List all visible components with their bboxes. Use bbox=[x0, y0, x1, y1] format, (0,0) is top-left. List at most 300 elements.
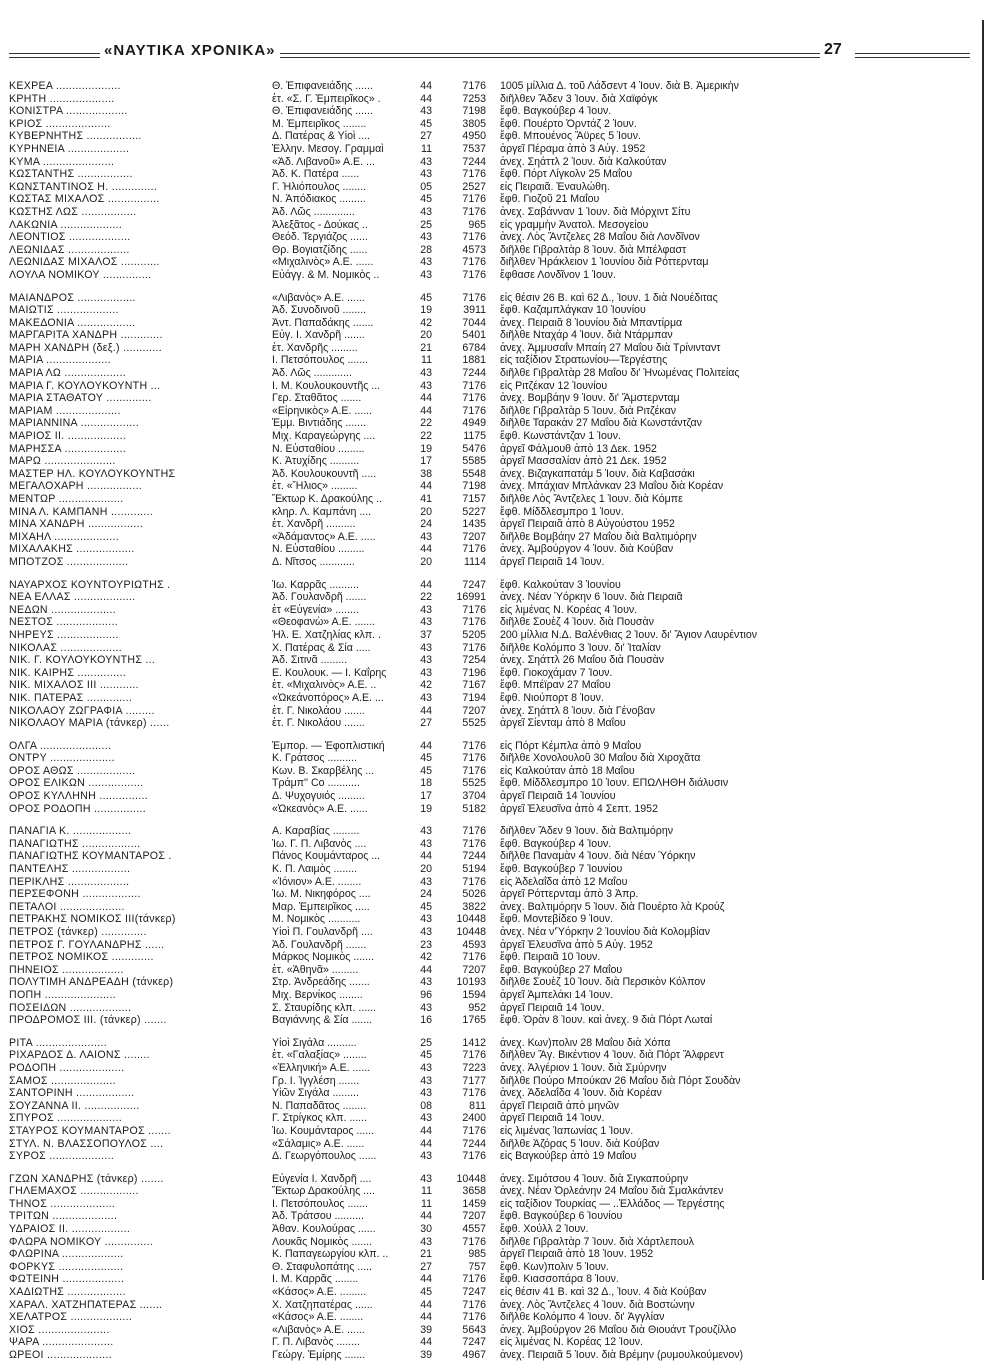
table-row bbox=[0, 926, 1000, 939]
owner-name: Ι. Μ. Καρρᾶς ........ bbox=[272, 1273, 359, 1286]
table-row bbox=[0, 1336, 1000, 1349]
position-report: ἔφθ. Βαγκούβερ 4 Ἰουν. bbox=[500, 837, 612, 850]
ship-name: ΝΕΔΩΝ .................... bbox=[9, 603, 116, 616]
position-report: διῆλθε Γιβραλτὰρ 28 Μαΐου δι' Ἡνωμένας Πολιτείας bbox=[500, 367, 740, 380]
owner-name: Μ. Ἐμπειρῖκος ........ bbox=[272, 117, 367, 130]
tonnage: 5205 bbox=[462, 628, 486, 641]
position-report: ἀργεῖ Πειραιᾶ ἀπὸ μηνῶν bbox=[500, 1099, 619, 1112]
flag-code: 44 bbox=[420, 1210, 432, 1223]
journal-title: «ΝΑΥΤΙΚΑ ΧΡΟΝΙΚΑ» bbox=[100, 42, 280, 59]
position-report: ἀνεχ. Σαβάνναν 1 Ἰουν. διὰ Μόρχιντ Σίτυ bbox=[500, 205, 691, 218]
position-report: διῆλθεν Ἄδεν 3 Ἰουν. διὰ Χαϊφόγκ bbox=[500, 92, 658, 105]
table-row bbox=[0, 480, 1000, 493]
owner-name: Μάρκος Νομικὸς ....... bbox=[272, 951, 374, 964]
flag-code: 05 bbox=[420, 180, 432, 193]
flag-code: 44 bbox=[420, 1137, 432, 1150]
flag-code: 28 bbox=[420, 243, 432, 256]
position-report: διῆλθε Γιβραλτὰρ 5 Ἰουν. διὰ Ριτζέκαν bbox=[500, 404, 676, 417]
flag-code: 19 bbox=[420, 304, 432, 317]
owner-name: Ἕκτωρ Δρακούλης .... bbox=[272, 1185, 375, 1198]
flag-code: 45 bbox=[420, 1049, 432, 1062]
tonnage: 7207 bbox=[462, 530, 486, 543]
owner-name: Ν. Εὐσταθίου ......... bbox=[272, 442, 365, 455]
table-row bbox=[0, 629, 1000, 642]
position-report: ἀργεῖ Πέραμα ἀπὸ 3 Αὐγ. 1952 bbox=[500, 142, 646, 155]
ship-name: ΛΕΟΝΤΙΟΣ ................... bbox=[9, 231, 131, 244]
table-row bbox=[0, 105, 1000, 118]
flag-code: 21 bbox=[420, 1248, 432, 1261]
position-report: ἔφθ. Νιούπορτ 8 Ἰουν. bbox=[500, 691, 604, 704]
flag-code: 43 bbox=[420, 691, 432, 704]
owner-name: Ἐμπορ. — Ἐφοπλιστική bbox=[272, 739, 385, 752]
owner-name: Ἀδ. Κουλουκουντῆ ..... bbox=[272, 467, 377, 480]
tonnage: 7176 bbox=[462, 641, 486, 654]
flag-code: 44 bbox=[420, 1273, 432, 1286]
owner-name: Χ. Πατέρας & Σία ..... bbox=[272, 641, 371, 654]
ship-name: ΝΙΚ. ΠΑΤΕΡΑΣ .............. bbox=[9, 691, 133, 704]
tonnage: 10448 bbox=[456, 913, 486, 926]
table-row bbox=[0, 1150, 1000, 1163]
tonnage: 7176 bbox=[462, 603, 486, 616]
table-row bbox=[0, 790, 1000, 803]
owner-name: Ἀδ. Συνοδινοῦ ........ bbox=[272, 304, 367, 317]
position-report: διῆλθεν Ἠράκλειον 1 Ἰουνίου διὰ Ρόττερνταμ bbox=[500, 256, 709, 269]
position-report: ἔφθ. Γιοκοχάμαν 7 Ἰουν. bbox=[500, 666, 613, 679]
flag-code: 22 bbox=[420, 430, 432, 443]
flag-code: 27 bbox=[420, 1260, 432, 1273]
owner-name: Ἑλλην. Μεσογ. Γραμμαὶ bbox=[272, 142, 384, 155]
tonnage: 5548 bbox=[462, 467, 486, 480]
position-report: ἔφθ. Κωνστάντζαν 1 Ἰουν. bbox=[500, 430, 621, 443]
tonnage: 3658 bbox=[462, 1185, 486, 1198]
table-row bbox=[0, 493, 1000, 506]
position-report: διῆλθε Ταρακὰν 27 Μαΐου διὰ Κωνστάντζαν bbox=[500, 417, 702, 430]
position-report: ἀνεχ. Βομβάην 9 Ἰουν. δι' Ἄμστερνταμ bbox=[500, 392, 680, 405]
table-row bbox=[0, 1349, 1000, 1362]
tonnage: 4949 bbox=[462, 417, 486, 430]
position-report: εἰς ταξίδιον Τουρκίας — ..Ἑλλάδος — Τεργέστης bbox=[500, 1197, 725, 1210]
ship-name: ΜΑΡΙΑ Γ. ΚΟΥΛΟΥΚΟΥΝΤΗ ... bbox=[9, 379, 161, 392]
table-row bbox=[0, 219, 1000, 232]
table-row bbox=[0, 193, 1000, 206]
ship-name: ΠΕΡΙΚΛΗΣ ................... bbox=[9, 875, 130, 888]
ship-name: ΜΑΡΓΑΡΙΤΑ ΧΑΝΔΡΗ ............. bbox=[9, 329, 163, 342]
tonnage: 7176 bbox=[462, 825, 486, 838]
flag-code: 20 bbox=[420, 505, 432, 518]
flag-code: 43 bbox=[420, 379, 432, 392]
flag-code: 43 bbox=[420, 105, 432, 118]
tonnage: 7176 bbox=[462, 1087, 486, 1100]
table-row bbox=[0, 1311, 1000, 1324]
tonnage: 6784 bbox=[462, 341, 486, 354]
ship-name: ΠΟΣΕΙΔΩΝ ................... bbox=[9, 1001, 132, 1014]
owner-name: Ἰω. Γ. Π. Λιβανὸς .... bbox=[272, 837, 367, 850]
position-report: διῆλθε Παναμὰν 4 Ἰουν. διὰ Νέαν Ὑόρκην bbox=[500, 850, 696, 863]
table-row bbox=[0, 1014, 1000, 1027]
flag-code: 43 bbox=[420, 1061, 432, 1074]
flag-code: 17 bbox=[420, 790, 432, 803]
flag-code: 25 bbox=[420, 218, 432, 231]
position-report: ἀργεῖ Πειραιᾶ 14 Ἰουν. bbox=[500, 1112, 605, 1125]
flag-code: 43 bbox=[420, 1150, 432, 1163]
ship-name: ΠΕΤΡΟΣ (τάνκερ) .............. bbox=[9, 926, 147, 938]
owner-name: Ἰω. Μ. Νικηφόρος .... bbox=[272, 888, 371, 901]
owner-name: Ι. Μ. Κουλουκουντῆς ... bbox=[272, 379, 381, 392]
position-report: ἀργεῖ Ἀμπελάκι 14 Ἰουν. bbox=[500, 988, 614, 1001]
flag-code: 16 bbox=[420, 1014, 432, 1027]
ship-name: ΣΑΜΟΣ .................... bbox=[9, 1074, 116, 1087]
flag-code: 43 bbox=[420, 155, 432, 168]
owner-name: ἐτ. «Ἥλιος» ......... bbox=[272, 480, 358, 493]
tonnage: 7244 bbox=[462, 367, 486, 380]
position-report: διῆλθε Σουὲζ 10 Ἰουν. διὰ Περσικὸν Κόλπον bbox=[500, 976, 706, 989]
position-report: εἰς Πειραιᾶ. Ἐναυλώθη. bbox=[500, 180, 610, 193]
ship-name: ΟΡΟΣ ΑΘΩΣ .................. bbox=[9, 764, 136, 777]
flag-code: 19 bbox=[420, 802, 432, 815]
position-report: διῆλθε Πούρο Μπούκαν 26 Μαΐου διὰ Πόρτ Σουδὰν bbox=[500, 1074, 741, 1087]
owner-name: Ἀδ. Λῶς .............. bbox=[272, 205, 355, 218]
owner-name: Ἕκτωρ Κ. Δρακούλης .. bbox=[272, 493, 382, 505]
table-row bbox=[0, 1173, 1000, 1186]
header-rule-right bbox=[855, 53, 970, 54]
ship-name: ΝΗΡΕΥΣ ................... bbox=[9, 628, 119, 641]
owner-name: «Ἀδάμαντος» Α.Ε. ..... bbox=[272, 530, 376, 543]
flag-code: 43 bbox=[420, 1235, 432, 1248]
tonnage: 7176 bbox=[462, 616, 486, 629]
position-report: ἔφθ. Πόρτ Λίγκολν 25 Μαΐου bbox=[500, 168, 633, 181]
table-row bbox=[0, 863, 1000, 876]
table-row bbox=[0, 1125, 1000, 1138]
table-row bbox=[0, 876, 1000, 889]
flag-code: 41 bbox=[420, 493, 432, 505]
table-row bbox=[0, 692, 1000, 705]
position-report: εἰς Ἀδελαΐδα ἀπὸ 12 Μαΐου bbox=[500, 875, 628, 888]
ship-name: ΜΠΟΤΖΟΣ ................... bbox=[9, 555, 129, 568]
position-report: ἀνεχ. Βιζαγκαπατάμ 5 Ἰουν. διὰ Καβασάκι bbox=[500, 467, 695, 480]
flag-code: 43 bbox=[420, 641, 432, 654]
tonnage: 7196 bbox=[462, 666, 486, 679]
tonnage: 3911 bbox=[463, 304, 486, 317]
tonnage: 7194 bbox=[462, 691, 486, 704]
ship-name: ΠΑΝΑΓΙΑ Κ. .................. bbox=[9, 825, 132, 838]
flag-code: 43 bbox=[420, 1074, 432, 1087]
flag-code: 19 bbox=[420, 442, 432, 455]
ship-name: ΠΗΝΕΙΟΣ ................... bbox=[9, 963, 124, 976]
ship-group bbox=[0, 1037, 1000, 1163]
position-report: ἀνεχ. Νέαν Ὀρλεάνην 24 Μαΐου διὰ Σμαλκάντεν bbox=[500, 1185, 724, 1198]
owner-name: Εὐγ. Ι. Χανδρῆ ....... bbox=[272, 329, 365, 342]
position-report: 1005 μίλλια Δ. τοῦ Λάδσεντ 4 Ἰουν. διὰ Β. Ἀμερικὴν bbox=[500, 80, 739, 92]
tonnage: 7176 bbox=[462, 837, 486, 850]
ship-name: ΚΩΣΤΗΣ ΛΩΣ ................. bbox=[9, 205, 137, 218]
position-report: ἀργεῖ Ρόττερνταμ ἀπὸ 3 Ἀπρ. bbox=[500, 888, 639, 901]
ship-name: ΝΙΚΟΛΑΟΥ ΜΑΡΙΑ (τάνκερ) ...... bbox=[9, 717, 170, 730]
flag-code: 44 bbox=[420, 1298, 432, 1311]
table-row bbox=[0, 1138, 1000, 1151]
table-row bbox=[0, 531, 1000, 544]
ship-name: ΠΕΤΡΟΣ Γ. ΓΟΥΛΑΝΔΡΗΣ ...... bbox=[9, 938, 165, 951]
tonnage: 757 bbox=[468, 1260, 486, 1273]
ship-name: ΩΡΕΟΙ .................... bbox=[9, 1349, 112, 1361]
table-row bbox=[0, 1236, 1000, 1249]
tonnage: 985 bbox=[468, 1248, 486, 1261]
position-report: ἀνεχ. Νέα ν'Ὑόρκην 2 Ἰουνίου διὰ Κολομβίαν bbox=[500, 926, 711, 938]
owner-name: Κ. Παπαγεωργίου κλπ. .. bbox=[272, 1248, 389, 1261]
position-report: ἀνεχ. Ἀλγέριον 1 Ἰουν. διὰ Σμύρνην bbox=[500, 1061, 667, 1074]
flag-code: 45 bbox=[420, 193, 432, 206]
page-number: 27 bbox=[820, 41, 846, 59]
tonnage: 1881 bbox=[462, 354, 486, 367]
ship-name: ΡΙΧΑΡΔΟΣ Δ. ΛΑΙΟΝΣ ........ bbox=[9, 1049, 150, 1062]
owner-name: «Σάλαμις» Α.Ε. ...... bbox=[272, 1137, 365, 1150]
owner-name: Υἱοὶ Σιγάλα .......... bbox=[272, 1036, 357, 1049]
position-report: ἔφθ. Μπουένος Ἄϋρες 5 Ἰουν. bbox=[500, 130, 641, 143]
ship-name: ΤΗΝΟΣ .................... bbox=[9, 1197, 116, 1210]
ship-name: ΠΕΤΡΟΣ ΝΟΜΙΚΟΣ ............. bbox=[9, 951, 154, 964]
position-report: διῆλθε Κολόμπο 3 Ἰουν. δι' Ἰταλίαν bbox=[500, 641, 661, 654]
flag-code: 44 bbox=[420, 404, 432, 417]
position-report: ἀνεχ. Ἀμμυσαΐν Μπαίη 27 Μαΐου διὰ Τρίνινταντ bbox=[500, 341, 721, 354]
ship-name: ΜΑΡΙΑ .................... bbox=[9, 354, 111, 367]
table-row bbox=[0, 1087, 1000, 1100]
tonnage: 7253 bbox=[462, 92, 486, 105]
position-report: ἀνεχ. Σηάττλ 8 Ἰουν. διὰ Γένοβαν bbox=[500, 704, 656, 717]
table-row bbox=[0, 342, 1000, 355]
ship-name: ΣΤΥΛ. Ν. ΒΛΑΣΣΟΠΟΥΛΟΣ .... bbox=[9, 1137, 164, 1150]
owner-name: Σ. Σταυρίδης κλπ. ...... bbox=[272, 1001, 377, 1014]
owner-name: «Λιβανὸς» Α.Ε. ...... bbox=[272, 1323, 365, 1336]
owner-name: Ἠλ. Ε. Χατζηλίας κλπ. . bbox=[272, 628, 381, 641]
flag-code: 42 bbox=[420, 316, 432, 329]
owner-name: Γ. Π. Λιβανὸς ........ bbox=[272, 1336, 360, 1349]
table-row bbox=[0, 430, 1000, 443]
tonnage: 7176 bbox=[462, 193, 486, 206]
ship-name: ΟΡΟΣ ΡΟΔΟΠΗ ................ bbox=[9, 802, 146, 815]
position-report: ἀνεχ. Μπάχιαν Μπλάνκαν 23 Μαΐου διὰ Κορέαν bbox=[500, 480, 724, 493]
flag-code: 45 bbox=[420, 752, 432, 765]
header-rule-right-2 bbox=[855, 57, 970, 58]
ship-name: ΜΑΡΙΟΣ ΙΙ. .................. bbox=[9, 430, 127, 443]
position-report: 200 μίλλια Ν.Δ. Βαλένθιας 2 Ἰουν. δι' Ἅγιον Λαυρέντιον bbox=[500, 628, 758, 641]
table-row bbox=[0, 976, 1000, 989]
owner-name: κληρ. Λ. Καμπάνη .... bbox=[272, 505, 372, 518]
ship-name: ΚΩΣΤΑΣ ΜΙΧΑΛΟΣ ................ bbox=[9, 193, 160, 206]
table-row bbox=[0, 367, 1000, 380]
owner-name: ἐτ «Εὐγενία» ........ bbox=[272, 603, 359, 616]
table-row bbox=[0, 93, 1000, 106]
ship-name: ΜΑΡΗ ΧΑΝΔΡΗ (δεξ.) ............ bbox=[9, 341, 162, 354]
owner-name: Κων. Β. Σκαρβέλης ... bbox=[272, 764, 375, 777]
owner-name: Λουκᾶς Νομικὸς ....... bbox=[272, 1235, 373, 1248]
ship-name: ΠΑΝΑΓΙΩΤΗΣ .................. bbox=[9, 837, 141, 850]
position-report: ἔφθ. Χούλλ 2 Ἰουν. bbox=[500, 1223, 589, 1236]
table-row bbox=[0, 181, 1000, 194]
table-row bbox=[0, 118, 1000, 131]
owner-name: «Ἀδ. Λιβανοῦ» Α.Ε. ... bbox=[272, 155, 375, 168]
flag-code: 44 bbox=[420, 480, 432, 493]
position-report: ἔφθ. Βαγκούβερ 27 Μαΐου bbox=[500, 963, 623, 976]
flag-code: 44 bbox=[420, 1336, 432, 1349]
ship-name: ΝΙΚ. ΚΑΙΡΗΣ ............... bbox=[9, 666, 127, 679]
tonnage: 7207 bbox=[462, 963, 486, 976]
position-report: ἀνεχ. Νέαν Ὑόρκην 6 Ἰουν. διὰ Πειραιᾶ bbox=[500, 591, 683, 604]
header-rule-left-2 bbox=[9, 57, 101, 58]
flag-code: 43 bbox=[420, 926, 432, 938]
owner-name: Θ. Σταφυλοπάτης ..... bbox=[272, 1260, 372, 1273]
tonnage: 7176 bbox=[462, 1124, 486, 1137]
owner-name: Εὐγενία Ι. Χανδρῆ .... bbox=[272, 1172, 372, 1185]
ship-group bbox=[0, 825, 1000, 1027]
owner-name: Μιχ. Καραγεώργης .... bbox=[272, 430, 376, 443]
position-report: ἀργεῖ Πειραιᾶ ἀπὸ 8 Αὐγούστου 1952 bbox=[500, 518, 675, 531]
flag-code: 25 bbox=[420, 1036, 432, 1049]
table-row bbox=[0, 556, 1000, 569]
owner-name: Ἀδ. Γουλανδρῆ ....... bbox=[272, 938, 367, 951]
tonnage: 5026 bbox=[462, 888, 486, 901]
ship-name: ΣΑΝΤΟΡΙΝΗ .................. bbox=[9, 1087, 135, 1100]
ship-name: ΠΟΛΥΤΙΜΗ ΑΝΔΡΕΑΔΗ (τάνκερ) bbox=[9, 976, 174, 989]
position-report: ἔφθ. Κων)πολιν 5 Ἰουν. bbox=[500, 1260, 609, 1273]
table-row bbox=[0, 654, 1000, 667]
position-report: ἀνεχ. Πειραιᾶ 8 Ἰουνίου διὰ Μπαντίρμα bbox=[500, 316, 683, 329]
ship-name: ΜΕΓΑΛΟΧΑΡΗ ................. bbox=[9, 480, 143, 493]
header-rule-middle bbox=[250, 53, 820, 54]
table-row bbox=[0, 838, 1000, 851]
ship-name: ΛΕΩΝΙΔΑΣ ΜΙΧΑΛΟΣ ............ bbox=[9, 256, 160, 269]
position-report: ἔφθ. Μοντεβίδεο 9 Ἰουν. bbox=[500, 913, 613, 926]
tonnage: 7247 bbox=[462, 1286, 486, 1299]
header-rule-left bbox=[9, 53, 101, 54]
tonnage: 5476 bbox=[462, 442, 486, 455]
position-report: εἰς λιμένας Ν. Κορέας 12 Ἰουν. bbox=[500, 1336, 643, 1349]
ship-name: ΧΑΡΑΛ. ΧΑΤΖΗΠΑΤΕΡΑΣ ....... bbox=[9, 1298, 163, 1311]
position-report: διῆλθε Κολόμπο 4 Ἰουν. δι' Ἀγγλίαν bbox=[500, 1311, 665, 1324]
owner-name: ἐτ. «Γαλαξίας» ........ bbox=[272, 1049, 367, 1062]
owner-name: Γρ. Ι. Ἰγγλέση ....... bbox=[272, 1074, 360, 1087]
table-row bbox=[0, 825, 1000, 838]
position-report: ἔφθασε Λονδῖνον 1 Ἰουν. bbox=[500, 268, 616, 281]
tonnage: 1114 bbox=[464, 555, 486, 568]
owner-name: ἐτ. «Μιχαλινὸς» Α.Ε. .. bbox=[272, 679, 377, 692]
table-row bbox=[0, 1261, 1000, 1274]
tonnage: 7177 bbox=[462, 1074, 486, 1087]
position-report: εἰς Βαγκούβερ ἀπὸ 19 Μαΐου bbox=[500, 1150, 637, 1163]
table-row bbox=[0, 939, 1000, 952]
tonnage: 7176 bbox=[462, 543, 486, 556]
tonnage: 1175 bbox=[463, 430, 486, 443]
position-report: ἀργεῖ Πειραιᾶ 14 Ἰουνίου bbox=[500, 790, 616, 803]
flag-code: 43 bbox=[420, 913, 432, 926]
position-report: ἔφθ. Βαγκούβερ 7 Ἰουνίου bbox=[500, 863, 623, 876]
flag-code: 20 bbox=[420, 329, 432, 342]
position-report: ἀργεῖ Πειραιᾶ ἀπὸ 18 Ἰουν. 1952 bbox=[500, 1248, 654, 1261]
owner-name: Πάνος Κουμάνταρος ... bbox=[272, 850, 381, 863]
owner-name: Ε. Κουλουκ. — Ι. Καΐρης bbox=[272, 666, 387, 679]
flag-code: 44 bbox=[420, 543, 432, 556]
owner-name: Δ. Γεωργόπουλος ...... bbox=[272, 1150, 377, 1163]
ship-name: ΝΙΚΟΛΑΟΥ ΖΩΓΡΑΦΙΑ ......... bbox=[9, 704, 155, 717]
position-report: ἀνεχ. Ἀμβούργον 4 Ἰουν. διὰ Κούβαν bbox=[500, 543, 674, 556]
ship-name: ΜΑΡΩ ...................... bbox=[9, 455, 116, 468]
ship-name: ΟΡΟΣ ΕΛΙΚΩΝ ................. bbox=[9, 777, 144, 790]
table-row bbox=[0, 591, 1000, 604]
owner-name: Δ. Πατέρας & Υἱοὶ .... bbox=[272, 130, 371, 143]
position-report: ἔφθ. Βαγκούβερ 4 Ἰουν. bbox=[500, 105, 612, 118]
ship-name: ΚΕΧΡΕΑ .................... bbox=[9, 80, 121, 92]
tonnage: 7176 bbox=[462, 739, 486, 752]
flag-code: 22 bbox=[420, 417, 432, 430]
tonnage: 4557 bbox=[462, 1223, 486, 1236]
table-row bbox=[0, 1299, 1000, 1312]
table-row bbox=[0, 803, 1000, 816]
tonnage: 5585 bbox=[462, 455, 486, 468]
ship-name: ΚΟΝΙΣΤΡΑ ................... bbox=[9, 105, 128, 118]
table-row bbox=[0, 168, 1000, 181]
ship-name: ΦΟΡΚΥΣ .................... bbox=[9, 1260, 124, 1273]
ship-name: ΜΑΣΤΕΡ ΗΛ. ΚΟΥΛΟΥΚΟΥΝΤΗΣ bbox=[9, 467, 176, 480]
owner-name: «Ἑλληνική» Α.Ε. ...... bbox=[272, 1061, 371, 1074]
ship-name: ΟΛΓΑ ...................... bbox=[9, 739, 112, 752]
tonnage: 7176 bbox=[462, 1298, 486, 1311]
table-row bbox=[0, 1100, 1000, 1113]
position-report: ἔφθ. Καζαμπλάγκαν 10 Ἰουνίου bbox=[500, 304, 646, 317]
owner-name: Θεόδ. Τεργιάζος ...... bbox=[272, 231, 368, 244]
table-row bbox=[0, 143, 1000, 156]
ship-group bbox=[0, 579, 1000, 730]
owner-name: Ι. Πετσόπουλος ....... bbox=[272, 1197, 369, 1210]
tonnage: 3805 bbox=[462, 117, 486, 130]
table-row bbox=[0, 705, 1000, 718]
ship-name: ΦΛΩΡΙΝΑ ................... bbox=[9, 1248, 124, 1261]
tonnage: 5401 bbox=[462, 329, 486, 342]
ship-name: ΚΩΣΤΑΝΤΗΣ ................. bbox=[9, 168, 133, 181]
flag-code: 23 bbox=[420, 938, 432, 951]
table-row bbox=[0, 405, 1000, 418]
tonnage: 2527 bbox=[462, 180, 486, 193]
flag-code: 43 bbox=[420, 666, 432, 679]
ship-name: ΜΑΡΗΣΣΑ ................... bbox=[9, 442, 127, 455]
tonnage: 7537 bbox=[462, 142, 486, 155]
table-row bbox=[0, 679, 1000, 692]
owner-name: Θ. Ἐπιφανειάδης ...... bbox=[272, 80, 373, 92]
ship-name: ΣΠΥΡΟΣ .................... bbox=[9, 1112, 123, 1125]
position-report: ἔφθ. Ὀρὰν 8 Ἰουν. καὶ ἀνεχ. 9 διὰ Πόρτ Λωταί bbox=[500, 1014, 713, 1027]
table-row bbox=[0, 130, 1000, 143]
ship-name: ΠΕΡΣΕΦΟΝΗ .................. bbox=[9, 888, 141, 901]
table-row bbox=[0, 292, 1000, 305]
tonnage: 7247 bbox=[462, 578, 486, 591]
position-report: εἰς γραμμὴν Ἀνατολ. Μεσογείου bbox=[500, 218, 649, 231]
tonnage: 7176 bbox=[462, 752, 486, 765]
table-row bbox=[0, 901, 1000, 914]
flag-code: 43 bbox=[420, 367, 432, 380]
tonnage: 1435 bbox=[462, 518, 486, 531]
ship-name: ΠΕΤΡΑΚΗΣ ΝΟΜΙΚΟΣ ΙΙΙ(τάνκερ) bbox=[9, 913, 176, 926]
position-report: ἀνεχ. Σιμότσου 4 Ἰουν. διὰ Σιγκαπούρην bbox=[500, 1172, 689, 1185]
table-row bbox=[0, 913, 1000, 926]
tonnage: 7176 bbox=[462, 205, 486, 218]
owner-name: Ν. Εὐσταθίου ......... bbox=[272, 543, 365, 556]
ship-name: ΓΗΛΕΜΑΧΟΣ .................. bbox=[9, 1185, 139, 1198]
table-row bbox=[0, 329, 1000, 342]
owner-name: ἐτ. Γ. Νικολάου ....... bbox=[272, 704, 365, 717]
position-report: ἔφθ. Βαγκούβερ 6 Ἰουνίου bbox=[500, 1210, 623, 1223]
flag-code: 30 bbox=[420, 1223, 432, 1236]
owner-name: ἐτ. «Σ. Γ. Ἐμπειρῖκος» . bbox=[272, 92, 381, 105]
owner-name: Υἱοὶ Π. Γουλανδρῆ .... bbox=[272, 926, 373, 938]
tonnage: 5182 bbox=[462, 802, 486, 815]
tonnage: 7157 bbox=[462, 493, 486, 505]
